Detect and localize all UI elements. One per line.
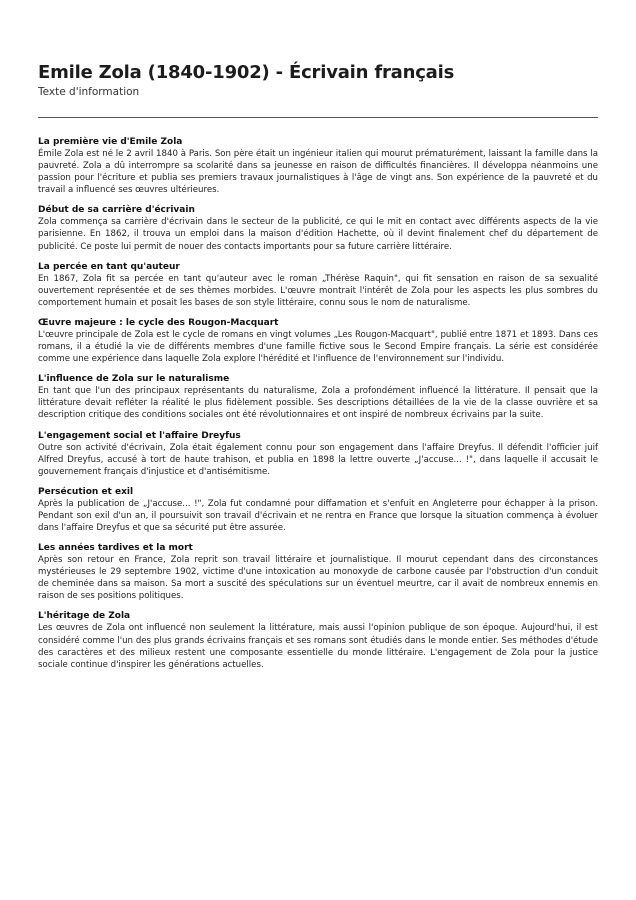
- section-late-years: [38, 542, 598, 602]
- section-body: En 1867, Zola fit sa percée en tant qu'auteur avec le roman „Thérèse Raquin", qui fit sensation en raison de sa sexualité ouvertement représentée et de ses thèmes morbides. L'œuvre montrait l'intérêt de Zola pour les aspects les plus sombres du comportement humain et posait les bases de son style littéraire, connu sous le nom de naturalisme.: [38, 273, 598, 308]
- section-breakthrough: [38, 261, 598, 309]
- section-naturalism: [38, 373, 598, 421]
- section-heading: L'influence de Zola sur le naturalisme: [38, 374, 230, 385]
- section-body: Outre son activité d'écrivain, Zola était également connu pour son engagement dans l'affaire Dreyfus. Il défendit l'officier juif Alfred Dreyfus, accusé à tort de haute trahison, et publia en 1898 la lettre ouverte „J'accuse... !", dans laquelle il accusait le gouvernement français d'injustice et d'antisémitisme.: [38, 442, 598, 477]
- section-body: L'œuvre principale de Zola est le cycle de romans en vingt volumes „Les Rougon-Macquart", publié entre 1871 et 1893. Dans ces romans, il a étudié la vie de différents membres d'une famille fictive sous le Second Empire français. La série est considérée comme une expérience dans laquelle Zola explore l'hérédité et l'influence de l'environnement sur l'individu.: [38, 329, 598, 365]
- section-rougon-macquart: [38, 317, 598, 365]
- section-heading: Œuvre majeure : le cycle des Rougon-Macquart: [38, 317, 279, 328]
- section-heading: La percée en tant qu'auteur: [38, 261, 180, 272]
- section-early-life: [38, 136, 598, 196]
- section-exile: [38, 486, 598, 534]
- section-body: En tant que l'un des principaux représentants du naturalisme, Zola a profondément influencé la littérature. Il pensait que la littérature devait refléter la réalité le plus fidèlement possible. Ses descriptions détaillées de la vie de la classe ouvrière et sa description critique des conditions sociales ont été révolutionnaires et ont inspiré de nombreux écrivains par la suite.: [38, 386, 598, 421]
- section-heading: Début de sa carrière d'écrivain: [38, 205, 195, 216]
- section-heading: Persécution et exil: [38, 486, 134, 497]
- section-heading: L'héritage de Zola: [38, 611, 131, 622]
- section-legacy: [38, 610, 598, 670]
- section-heading: La première vie d'Emile Zola: [38, 137, 183, 147]
- section-body: Émile Zola est né le 2 avril 1840 à Paris. Son père était un ingénieur italien qui mourut prématurément, laissant la famille dans la pauvreté. Zola a dû interrompre sa scolarité dans sa jeunesse en raison de difficultés financières. Il développa néanmoins une passion pour l'écriture et publia ses premiers travaux journalistiques à l'âge de vingt ans. Son expérience de la pauvreté et du travail a influencé ses œuvres ultérieures.: [38, 149, 598, 196]
- section-body: Zola commença sa carrière d'écrivain dans le secteur de la publicité, ce qui le mit en contact avec différents aspects de la vie parisienne. En 1862, il trouva un emploi dans la maison d'édition Hachette, où il devint finalement chef du département de publicité. Ce poste lui permit de nouer des contacts importants pour sa future carrière littéraire.: [38, 217, 598, 252]
- document-title: Emile Zola (1840-1902) - Écrivain français: [38, 62, 455, 83]
- section-body: Les œuvres de Zola ont influencé non seulement la littérature, mais aussi l'opinion publique de son époque. Aujourd'hui, il est considéré comme l'un des plus grands écrivains français et ses romans sont étudiés dans le monde entier. Ses méthodes d'étude des caractères et des milieux restent une composante essentielle du monde littéraire. L'engagement de Zola pour la justice sociale continue d'inspirer les générations actuelles.: [38, 623, 598, 670]
- section-dreyfus: [38, 430, 598, 478]
- document-subtitle: Texte d'information: [38, 86, 140, 98]
- section-career-start: [38, 204, 598, 252]
- section-body: Après son retour en France, Zola reprit son travail littéraire et journalistique. Il mourut cependant dans des circonstances mystérieuses le 29 septembre 1902, victime d'une intoxication au monoxyde de carbone causée par l'obstruction d'un conduit de cheminée dans sa maison. Sa mort a suscité des spéculations sur un éventuel meurtre, car il avait de nombreux ennemis en raison de ses positions politiques.: [38, 555, 598, 602]
- section-body: Après la publication de „J'accuse... !", Zola fut condamné pour diffamation et s'enfuit en Angleterre pour échapper à la prison. Pendant son exil d'un an, il poursuivit son travail d'écrivain et ne rentra en France que lorsque la situation commença à évoluer dans l'affaire Dreyfus et que sa sécurité put être assurée.: [38, 498, 598, 533]
- title-divider: [38, 117, 598, 118]
- section-heading: Les années tardives et la mort: [38, 543, 193, 554]
- section-heading: L'engagement social et l'affaire Dreyfus: [38, 430, 241, 441]
